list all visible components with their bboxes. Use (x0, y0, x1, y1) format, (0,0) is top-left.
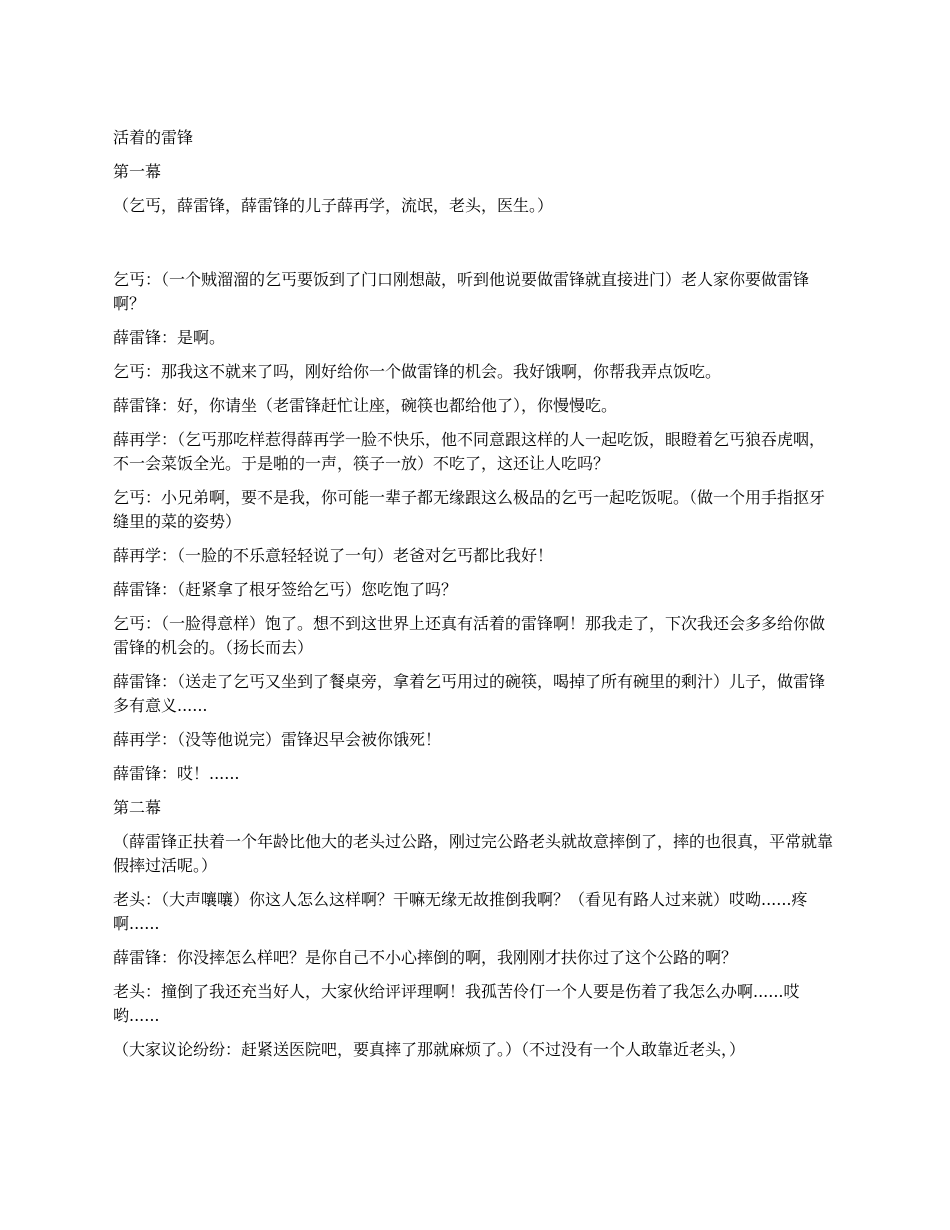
dialogue-paragraph: 乞丐：（一个贼溜溜的乞丐要饭到了门口刚想敲，听到他说要做雷锋就直接进门）老人家你要做雷锋啊？ (113, 270, 810, 313)
spacer (113, 228, 840, 268)
stage-direction: （大家议论纷纷：赶紧送医院吧，要真摔了那就麻烦了。）（不过没有一个人敢靠近老头，） (113, 1040, 746, 1059)
dialogue-paragraph: 薛雷锋：好，你请坐（老雷锋赶忙让座，碗筷也都给他了），你慢慢吃。 (113, 396, 618, 415)
dialogue-paragraph: 薛雷锋：你没摔怎么样吧？是你自己不小心摔倒的啊，我刚刚才扶你过了这个公路的啊？ (113, 948, 738, 967)
cast-list: （乞丐，薛雷锋，薛雷锋的儿子薛再学，流氓，老头，医生。） (113, 196, 554, 215)
dialogue-paragraph: 乞丐：小兄弟啊，要不是我，你可能一辈子都无缘跟这么极品的乞丐一起吃饭呢。（做一个用手指抠牙缝里的菜的姿势） (113, 488, 826, 531)
act-heading: 第二幕 (113, 798, 162, 817)
dialogue-paragraph: 薛再学：（乞丐那吃样惹得薛再学一脸不快乐，他不同意跟这样的人一起吃饭，眼瞪着乞丐狼吞虎咽，不一会菜饭全光。于是啪的一声，筷子一放）不吃了，这还让人吃吗？ (113, 430, 826, 473)
act-heading: 第一幕 (113, 162, 162, 181)
document-title: 活着的雷锋 (113, 128, 194, 147)
dialogue-paragraph: 薛再学：（一脸的不乐意轻轻说了一句）老爸对乞丐都比我好！ (113, 546, 554, 565)
dialogue-paragraph: 老头：撞倒了我还充当好人，大家伙给评评理啊！我孤苦伶仃一个人要是伤着了我怎么办啊......哎哟...... (113, 982, 800, 1025)
stage-direction: （薛雷锋正扶着一个年龄比他大的老头过公路，刚过完公路老头就故意摔倒了，摔的也很真，平常就靠假摔过活呢。） (113, 832, 834, 875)
dialogue-paragraph: 乞丐：（一脸得意样）饱了。想不到这世界上还真有活着的雷锋啊！那我走了，下次我还会多多给你做雷锋的机会的。（扬长而去） (113, 614, 826, 657)
document-body (113, 126, 840, 1072)
dialogue-paragraph: 薛再学：（没等他说完）雷锋迟早会被你饿死！ (113, 730, 442, 749)
dialogue-paragraph: 老头：（大声嚷嚷）你这人怎么这样啊？干嘛无缘无故推倒我啊？（看见有路人过来就）哎呦......疼啊...... (113, 890, 808, 933)
dialogue-paragraph: 薛雷锋：哎！...... (113, 764, 240, 783)
dialogue-paragraph: 乞丐：那我这不就来了吗，刚好给你一个做雷锋的机会。我好饿啊，你帮我弄点饭吃。 (113, 362, 722, 381)
dialogue-paragraph: 薛雷锋：（赶紧拿了根牙签给乞丐）您吃饱了吗？ (113, 580, 458, 599)
dialogue-paragraph: 薛雷锋：是啊。 (113, 328, 226, 347)
dialogue-paragraph: 薛雷锋：（送走了乞丐又坐到了餐桌旁，拿着乞丐用过的碗筷，喝掉了所有碗里的剩汁）儿子，做雷锋多有意义...... (113, 672, 826, 715)
